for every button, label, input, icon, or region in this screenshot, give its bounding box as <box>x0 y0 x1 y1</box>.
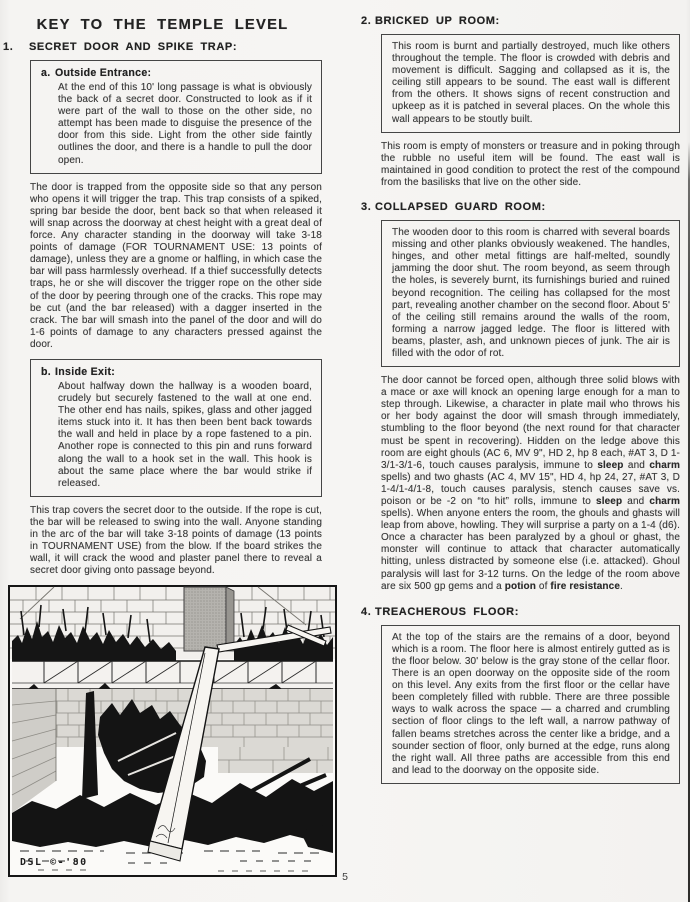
box-a-title: Outside Entrance: <box>55 67 152 79</box>
section-2-heading <box>361 15 680 27</box>
box-b-body: About halfway down the hallway is a wooden board, crudely but securely fastened to the wall at one end. The other end has nails, spikes, glass and other jagged items stuck into it. It has then been bent back towards the wall and held in place by a rope fastened to a pin. Another rope is connected to this pin and runs forward along the wall to a hook set in the wall. This hook is about the same place where the bar would strike if released. <box>58 380 312 489</box>
floor-joist-ledge <box>12 661 333 689</box>
section-1-title: SECRET DOOR AND SPIKE TRAP: <box>29 41 238 53</box>
section-3-heading <box>361 201 680 213</box>
section-2-title: BRICKED UP ROOM: <box>375 15 500 27</box>
section-3-title: COLLAPSED GUARD ROOM: <box>375 201 546 214</box>
box-a-heading-row <box>41 67 312 79</box>
body-paragraph: The door is trapped from the opposite side so that any person who opens it will trigger the trap. This trap consists of a spiked, spring bar beside the door, bent back so that when released it will snap across the doorway at chest height with a great deal of force. Any character standing in the doorway will take 3-18 points of damage (FOR TOURNAMENT USE: 13 points of damage), unless they are a gnome or halfling, in which case the bar will pass harmlessly overhead. If a thief successfully detects traps, he or she will discover the trigger rope on the other side of the door by peering through one of the cracks. This rope may be cut (and the bar released) with a dagger inserted in the crack. The bar will smash into the panel of the door and will do 1-6 points of damage to any characters pressed against the door. <box>30 181 322 350</box>
page-title: KEY TO THE TEMPLE LEVEL <box>36 17 289 33</box>
collapsed-guard-room-box <box>381 220 680 367</box>
body-paragraph: This room is empty of monsters or treasure and in poking through the rubble no useful item will be found. The east wall is maintained in good condition to protect the rest of the compound from the basilisks that live on the other side. <box>381 140 680 188</box>
box-body: At the top of the stairs are the remains of a door, beyond which is a room. The floor here is almost entirely gutted as is the floor below. 30' below is the gray stone of the cellar floor. There is an open doorway on the opposite side of the room on this level. Any exits from the first floor or the cellar have been completely filled with rubble. There are three possible ways to walk across the space — a charred and crumbling section of floor clings to the left wall, a narrow pathway of fallen beams stretches across the center like a bridge, and a sounder section of floor, only burned at the edge, runs along the right wall. All three paths are accessible from this end and lead to the doorway on the opposite side. <box>392 631 670 776</box>
box-b-heading-row <box>41 366 312 378</box>
right-column <box>361 15 680 784</box>
section-4-number: 4. <box>361 605 372 618</box>
section-4-heading <box>361 606 680 618</box>
body-paragraph: This trap covers the secret door to the outside. If the rope is cut, the bar will be released to swing into the wall. Anyone standing in the arc of the bar will take 3-18 points of damage (13 points in TOURNAMENT USE) from the blow. If the board strikes the wall, it will crack the wood and plaster panel there to reveal a secret door giving onto passage beyond. <box>30 504 322 577</box>
artist-signature: DSL ©-'80 <box>20 857 88 869</box>
pit-room-illustration <box>8 585 337 877</box>
box-body: This room is burnt and partially destroyed, much like others throughout the temple. The floor is crowded with debris and movement is difficult. Sagging and collapsed as it is, the ceiling still appears to be sound. The east wall is different from the others. It shows signs of recent construction and upkeep as it is patched in several places. On the whole this wall appears to be stoutly built. <box>392 41 670 125</box>
box-body: The wooden door to this room is charred with several boards missing and other planks obviously weakened. The handles, hinges, and other metal fittings are half-melted, soundly jamming the door shut. The room beyond, as seem through the holes, is severely burnt, its furnishings buried and ruined beyond recognition. The ceiling has collapsed for the most part, revealing another chamber on the second floor. About 5' of the ceiling still remains around the walls of the room, forming a narrow jagged ledge. The floor is littered with beams, plaster, ash, and unknown pieces of junk. The air is filled with the odor of rot. <box>392 227 670 359</box>
inside-exit-box <box>30 359 322 497</box>
section-3-number: 3. <box>361 201 372 214</box>
body-paragraph: The door cannot be forced open, although three solid blows with a mace or axe will knock an opening large enough for a man to step through. Likewise, a character in plate mail who throws his or her body against the door will smash through immediately, stumbling to the floor beyond (the next round for that character must be spent in recovering). Hidden on the ledge above this room are eight ghouls (AC 6, MV 9", HD 2, hp 8 each, #AT 3, D 1-3/1-3/1-6, touch causes paralysis, immune to sleep and charm spells) and two ghasts (AC 4, MV 15", HD 4, hp 24, 27, #AT 3, D 1-4/1-4/1-8, touch causes paralysis, stench causes save vs. poison or be -2 on “to hit” rolls, immune to sleep and charm spells). When anyone enters the room, the ghouls and ghasts will leap from above, howling. They will surprise a party on a 1-4 (d6). Once a character has been paralyzed by a ghoul or ghast, the monster will continue to attack that character automatically hitting, unless distracted by someone else (i.e. attacked). Ghoul paralysis will last for 3-12 turns. On the ledge of the room above are six 500 gp gems and a potion of fire resistance. <box>381 375 681 592</box>
bricked-up-room-box <box>381 34 680 133</box>
box-b-title: Inside Exit: <box>55 365 116 378</box>
box-a-label: a. <box>41 67 51 79</box>
section-2-number: 2. <box>361 15 372 27</box>
section-4-title: TREACHEROUS FLOOR: <box>375 605 519 618</box>
page-number: 5 <box>342 871 348 883</box>
doorway <box>184 587 234 651</box>
left-column <box>3 15 322 877</box>
box-a-body: At the end of this 10' long passage is what is obviously the back of a secret door. Constructed to look as if it were part of the wall to those on the other side, no attempt has been made to disguise the presence of the door from this side. Light from the other side faintly outlines the door, and there is a handle to pull the door open. <box>58 82 312 166</box>
treacherous-floor-box <box>381 625 680 784</box>
box-b-label: b. <box>41 365 52 378</box>
section-1-number: 1. <box>3 41 14 53</box>
section-1-heading <box>3 41 322 53</box>
outside-entrance-box <box>30 60 322 174</box>
